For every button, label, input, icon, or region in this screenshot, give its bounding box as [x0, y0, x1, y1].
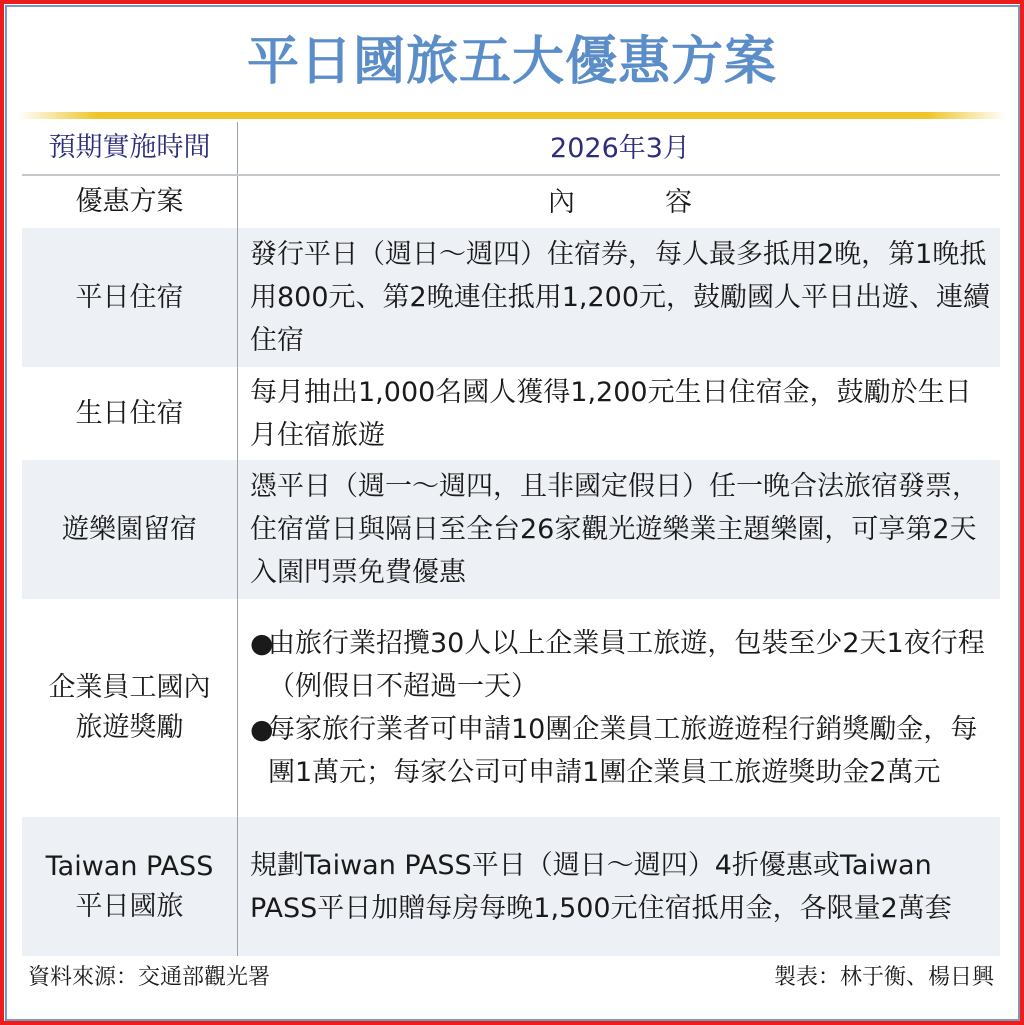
period-value: 2026年3月 [237, 122, 1000, 174]
bullet-text: 由旅行業招攬30人以上企業員工旅遊，包裝至少2天1夜行程（例假日不超過一天） [268, 628, 985, 702]
credit-note: 製表：林于衡、楊日興 [773, 965, 994, 990]
plan-name [22, 599, 237, 817]
bullet-icon: ● [250, 714, 274, 745]
bullet-item [250, 708, 990, 794]
plan-name: 平日住宿 [75, 281, 184, 313]
bullet-item [250, 622, 990, 708]
col-header-content-char1: 內 [548, 186, 575, 218]
plan-name [22, 817, 237, 956]
plan-content [237, 817, 1000, 956]
plan-content-text: 發行平日（週日～週四）住宿券，每人最多抵用2晚，第1晚抵用800元、第2晚連住抵用1,200元，鼓勵國人平日出遊、連續住宿 [250, 239, 991, 356]
plan-content-text: 規劃Taiwan PASS平日（週日～週四）4折優惠或Taiwan PASS平日加贈每房每晚1,500元住宿抵用金，各限量2萬套 [250, 849, 952, 924]
plan-name: 生日住宿 [75, 397, 184, 429]
plan-content [237, 367, 1000, 460]
table-row [22, 367, 1000, 460]
plan-content-text: 憑平日（週一～週四，且非國定假日）任一晚合法旅宿發票，住宿當日與隔日至全台26家觀光遊樂業主題樂園，可享第2天入園門票免費優惠 [250, 471, 979, 588]
footer [28, 960, 994, 991]
plan-name-line2: 旅遊獎勵 [75, 712, 184, 743]
plan-name-line2: 平日國旅 [75, 890, 184, 922]
table-row [22, 599, 1000, 817]
period-row [22, 122, 1000, 176]
col-header-content-char2: 容 [665, 186, 692, 218]
column-header-row [22, 176, 1000, 228]
plans-table [22, 122, 1000, 956]
plan-content [237, 599, 1000, 817]
plan-content [237, 460, 1000, 599]
plan-content-text: 每月抽出1,000名國人獲得1,200元生日住宿金，鼓勵於生日月住宿旅遊 [250, 376, 972, 451]
table-row [22, 460, 1000, 599]
plan-name-line1: Taiwan PASS [45, 850, 214, 882]
period-label: 預期實施時間 [48, 132, 211, 163]
plan-name: 遊樂園留宿 [62, 513, 197, 545]
bullet-icon: ● [250, 628, 274, 659]
table-row [22, 228, 1000, 367]
col-header-content [237, 176, 1000, 228]
page-title: 平日國旅五大優惠方案 [246, 32, 777, 92]
bullet-text: 每家旅行業者可申請10團企業員工旅遊遊程行銷獎勵金，每團1萬元；每家公司可申請1團企業員工旅遊獎助金2萬元 [268, 714, 978, 788]
plan-content [237, 228, 1000, 367]
col-header-plan: 優惠方案 [75, 186, 184, 217]
title-divider [18, 112, 1006, 119]
source-note: 資料來源：交通部觀光署 [28, 965, 271, 990]
table-row [22, 817, 1000, 956]
plan-name-line1: 企業員工國內 [48, 672, 211, 703]
